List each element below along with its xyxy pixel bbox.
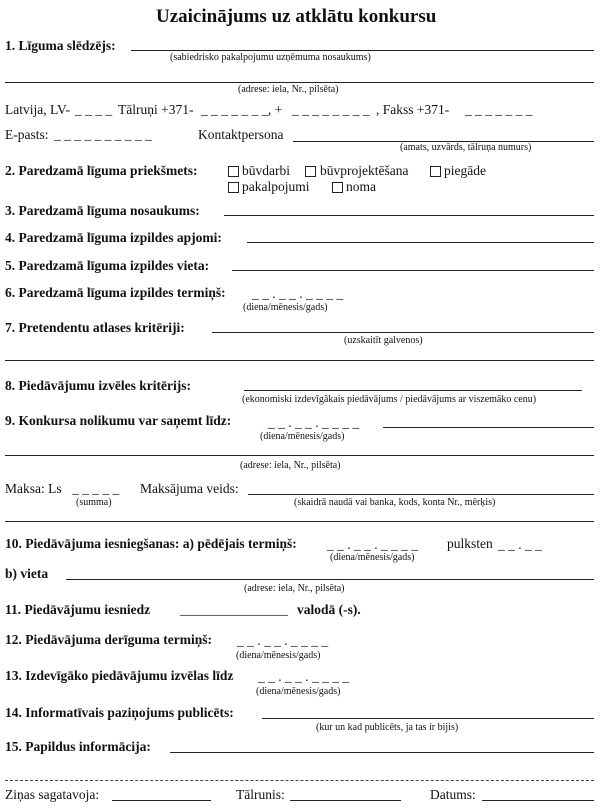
s14-label: 14. Informatīvais paziņojums publicēts:	[5, 705, 234, 720]
s8-field[interactable]	[244, 390, 582, 391]
s2-checkbox-piegade[interactable]	[430, 166, 441, 177]
footer-phone-field[interactable]	[290, 800, 401, 801]
s9-fee-caption: (summa)	[76, 497, 112, 508]
s1-contact-label: Kontaktpersona	[198, 127, 284, 142]
footer-prepared-label: Ziņas sagatavoja:	[5, 787, 100, 802]
s8-label: 8. Piedāvājumu izvēles kritērijs:	[5, 378, 191, 393]
s9-pay-field-line2[interactable]	[5, 521, 594, 522]
s3-label: 3. Paredzamā līguma nosaukums:	[5, 203, 200, 218]
s9-address-caption: (adrese: iela, Nr., pilsēta)	[240, 460, 341, 471]
s1-phone2-field[interactable]: _ _ _ _ _ _ _ _	[292, 102, 370, 117]
s14-caption: (kur un kad publicēts, ja tas ir bijis)	[316, 722, 459, 733]
s1-name-field[interactable]	[131, 50, 594, 51]
footer-phone-label: Tālrunis:	[236, 787, 285, 802]
s9-pay-caption: (skaidrā naudā vai banka, kods, konta Nr., mērķis)	[294, 497, 496, 508]
s12-date-caption: (diena/mēnesis/gads)	[236, 650, 321, 661]
s8-caption: (ekonomiski izdevīgākais piedāvājums / piedāvājums ar viszemāko cenu)	[242, 394, 537, 405]
s15-field[interactable]	[170, 752, 594, 753]
s6-date-field[interactable]: _ _ . _ _ . _ _ _ _	[252, 286, 344, 301]
s13-label: 13. Izdevīgāko piedāvājumu izvēlas līdz	[5, 668, 234, 683]
s4-field[interactable]	[247, 242, 594, 243]
s9-pay-label: Maksājuma veids:	[140, 481, 239, 496]
s1-fax-label: , Fakss +371-	[376, 102, 450, 117]
s10-place-label: b) vieta	[5, 566, 49, 581]
s14-field[interactable]	[262, 718, 594, 719]
footer-prepared-field[interactable]	[112, 800, 211, 801]
s9-label: 9. Konkursa nolikumu var saņemt līdz:	[5, 413, 232, 428]
s13-date-field[interactable]: _ _ . _ _ . _ _ _ _	[258, 669, 350, 684]
s10-date-field[interactable]: _ _ . _ _ . _ _ _ _	[327, 537, 419, 552]
s1-email-label: E-pasts:	[5, 127, 49, 142]
s7-label: 7. Pretendentu atlases kritēriji:	[5, 320, 185, 335]
s2-label: 2. Paredzamā līguma priekšmets:	[5, 163, 198, 178]
s2-option-buvdarbi: būvdarbi	[242, 163, 290, 178]
s1-postcode-field[interactable]: _ _ _ _	[75, 102, 113, 117]
s1-address-field[interactable]	[5, 82, 594, 83]
s6-date-caption: (diena/mēnesis/gads)	[243, 302, 328, 313]
s9-fee-label: Maksa: Ls	[5, 481, 62, 496]
s7-field-line2[interactable]	[5, 360, 594, 361]
s11-label-end: valodā (-s).	[297, 602, 361, 617]
s1-phone-field[interactable]: _ _ _ _ _ _ _	[201, 102, 269, 117]
s11-language-field[interactable]: ________________	[180, 602, 288, 617]
page-title: Uzaicinājums uz atklātu konkursu	[156, 6, 437, 27]
s1-email-field[interactable]: _ _ _ _ _ _ _ _ _ _	[54, 127, 152, 142]
s10-date-caption: (diena/mēnesis/gads)	[330, 552, 415, 563]
s13-date-caption: (diena/mēnesis/gads)	[256, 686, 341, 697]
s2-checkbox-noma[interactable]	[332, 182, 343, 193]
s2-checkbox-buvprojektesana[interactable]	[305, 166, 316, 177]
s2-option-noma: noma	[346, 179, 376, 194]
s9-fee-field[interactable]: _ _ _ _ _	[72, 481, 120, 496]
s10-place-field[interactable]	[66, 579, 594, 580]
s7-caption: (uzskaitīt galvenos)	[344, 335, 423, 346]
s6-label: 6. Paredzamā līguma izpildes termiņš:	[5, 285, 226, 300]
s2-checkbox-pakalpojumi[interactable]	[228, 182, 239, 193]
s7-field[interactable]	[212, 332, 594, 333]
s2-option-pakalpojumi: pakalpojumi	[242, 179, 310, 194]
footer-divider	[5, 780, 594, 781]
s11-label: 11. Piedāvājumu iesniedz	[5, 602, 151, 617]
s1-phone-label: Tālruņi +371-	[118, 102, 194, 117]
s12-label: 12. Piedāvājuma derīguma termiņš:	[5, 632, 212, 647]
s2-option-piegade: piegāde	[444, 163, 486, 178]
s9-date-caption: (diena/mēnesis/gads)	[260, 431, 345, 442]
s10-label: 10. Piedāvājuma iesniegšanas: a) pēdējais termiņš:	[5, 536, 297, 551]
s10-place-caption: (adrese: iela, Nr., pilsēta)	[244, 583, 345, 594]
s1-name-caption: (sabiedrisko pakalpojumu uzņēmuma nosaukums)	[170, 52, 371, 63]
s5-field[interactable]	[232, 270, 594, 271]
s2-option-buvprojektesana: būvprojektēšana	[320, 163, 409, 178]
s4-label: 4. Paredzamā līguma izpildes apjomi:	[5, 230, 222, 245]
s1-fax-field[interactable]: _ _ _ _ _ _ _	[465, 102, 533, 117]
s1-country-label: Latvija, LV-	[5, 102, 70, 117]
s10-time-label: pulksten	[447, 536, 493, 551]
s10-time-field[interactable]: _ _ . _ _	[498, 537, 542, 552]
s5-label: 5. Paredzamā līguma izpildes vieta:	[5, 258, 210, 273]
s1-plus-label: , +	[268, 102, 283, 117]
footer-date-label: Datums:	[430, 787, 476, 802]
s3-field[interactable]	[224, 215, 594, 216]
s12-date-field[interactable]: _ _ . _ _ . _ _ _ _	[237, 633, 329, 648]
footer-date-field[interactable]	[482, 800, 594, 801]
s15-label: 15. Papildus informācija:	[5, 739, 151, 754]
s9-address-field[interactable]	[5, 455, 594, 456]
s2-checkbox-buvdarbi[interactable]	[228, 166, 239, 177]
s9-pay-field[interactable]	[248, 494, 594, 495]
s1-label: 1. Līguma slēdzējs:	[5, 38, 116, 53]
s1-address-caption: (adrese: iela, Nr., pilsēta)	[238, 84, 339, 95]
s9-date-field[interactable]: _ _ . _ _ . _ _ _ _	[268, 415, 360, 430]
s1-contact-caption: (amats, uzvārds, tālruņa numurs)	[400, 142, 532, 153]
s9-extra-field[interactable]	[383, 427, 594, 428]
